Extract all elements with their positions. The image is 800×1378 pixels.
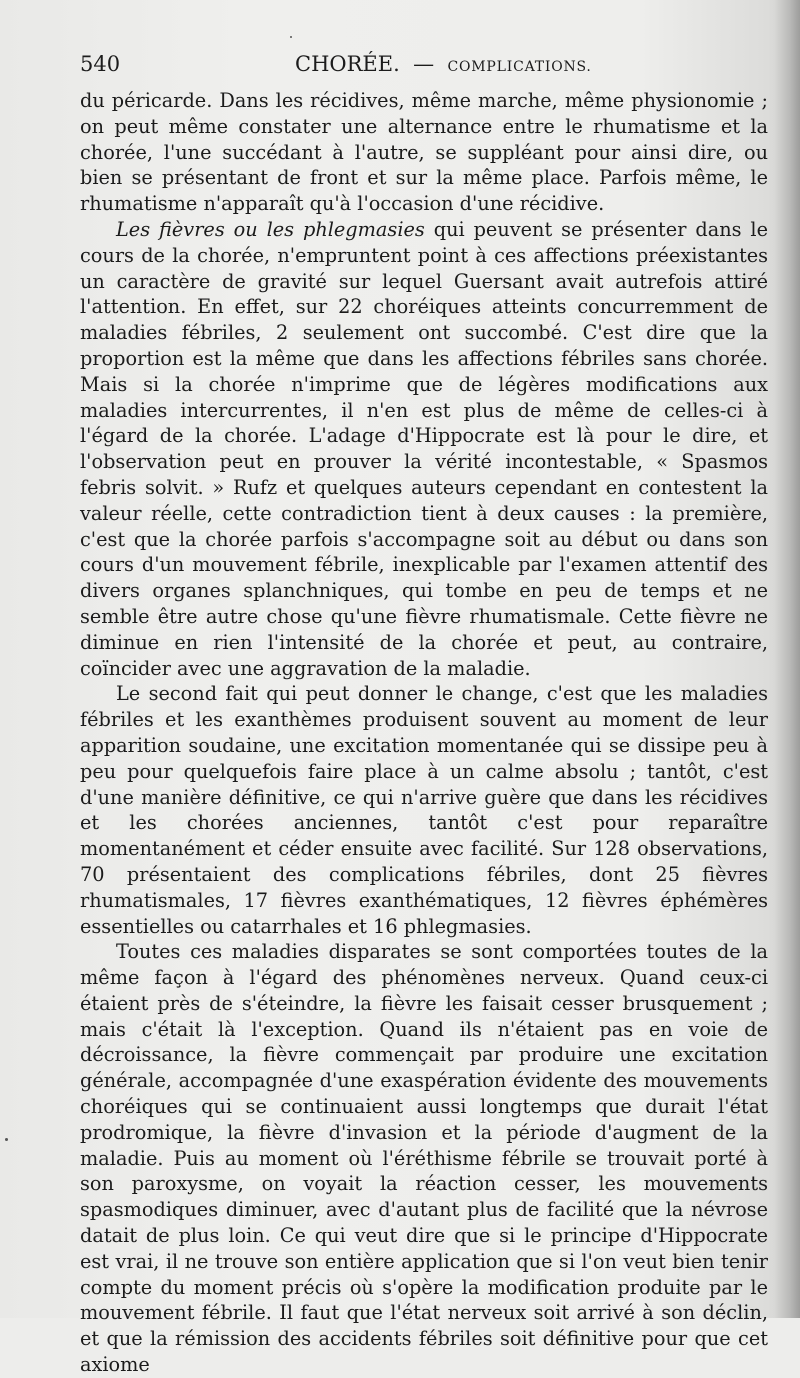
title-separator: — xyxy=(413,52,435,76)
text-run: qui peuvent se présenter dans le cours de la chorée, n'empruntent point à ces affections préexistantes un caractère de gravité sur lequel Guersant avait autrefois attiré l'attention. En effet, sur 22 choréiques atteints concurremment de maladies fébriles, 2 seulement ont succombé. C'est dire que la proportion est la même que dans les affections fébriles sans chorée. Mais si la chorée n'imprime que de légères modifications aux maladies intercurrentes, il n'en est plus de même de celles-ci à l'égard de la chorée. L'adage d'Hippocrate est là pour le dire, et l'observation peut en prouver la vérité incontestable, « Spasmos febris solvit. » Rufz et quelques auteurs cependant en contestent la valeur réelle, cette contradiction tient à deux causes : la première, c'est que la chorée parfois s'accompagne soit au début ou dans son cours d'un mouvement fébrile, inexplicable par l'examen attentif des divers organes splanchniques, qui tombe en peu de temps et ne semble être autre chose qu'une fièvre rhumatismale. Cette fièvre ne diminue en rien l'intensité de la chorée et peut, au contraire, coïncider avec une aggravation de la maladie. xyxy=(80,217,769,680)
body-text xyxy=(80,88,768,1378)
paragraph xyxy=(80,681,768,939)
paragraph xyxy=(80,88,768,217)
page-edge-shadow xyxy=(774,0,800,1318)
text-run: Le second fait qui peut donner le change, c'est que les maladies fébriles et les exanthèmes produisent souvent au moment de leur apparition soudaine, une excitation momentanée qui se dissipe peu à peu pour quelquefois faire place à un calme absolu ; tantôt, c'est d'une manière définitive, ce qui n'arrive guère que dans les récidives et les chorées anciennes, tantôt c'est pour reparaître momentanément et céder ensuite avec facilité. Sur 128 observations, 70 présentaient des complications fébriles, dont 25 fièvres rhumatismales, 17 fièvres exanthématiques, 12 fièvres éphémères essentielles ou catarrhales et 16 phlegmasies. xyxy=(80,682,768,938)
paragraph xyxy=(80,217,768,681)
print-speck xyxy=(290,36,292,38)
section-title: COMPLICATIONS. xyxy=(447,59,592,75)
chapter-title: CHORÉE. xyxy=(295,52,400,76)
paragraph xyxy=(80,939,768,1378)
print-speck xyxy=(5,1138,8,1141)
running-header xyxy=(80,52,740,86)
text-run: Toutes ces maladies disparates se sont comportées toutes de la même façon à l'égard des phénomènes nerveux. Quand ceux-ci étaient près de s'éteindre, la fièvre les faisait cesser brusquement ; mais c'était là l'exception. Quand ils n'étaient pas en voie de décroissance, la fièvre commençait par produire une excitation générale, accompagnée d'une exaspération évidente des mouvements choréiques qui se continuaient aussi longtemps que durait l'état prodromique, la fièvre d'invasion et la période d'augment de la maladie. Puis au moment où l'éréthisme fébrile se trouvait porté à son paroxysme, on voyait la réaction cesser, les mouvements spasmodiques diminuer, avec d'autant plus de facilité que la névrose datait de plus loin. Ce qui veut dire que si le principe d'Hippocrate est vrai, il ne trouve son entière application que si l'on veut bien tenir compte du moment précis où s'opère la modification produite par le mouvement fébrile. Il faut que l'état nerveux soit arrivé à son déclin, et que la rémission des accidents fébriles soit définitive pour que cet axiome xyxy=(80,940,768,1377)
page-number: 540 xyxy=(80,52,121,76)
italic-text-run: Les fièvres ou les phlegmasies xyxy=(116,217,425,241)
running-title xyxy=(295,52,592,76)
text-run: du péricarde. Dans les récidives, même marche, même physionomie ; on peut même constater une alternance entre le rhumatisme et la chorée, l'une succédant à l'autre, se suppléant pour ainsi dire, ou bien se présentant de front et sur la même place. Parfois même, le rhumatisme n'apparaît qu'à l'occasion d'une récidive. xyxy=(80,89,768,216)
